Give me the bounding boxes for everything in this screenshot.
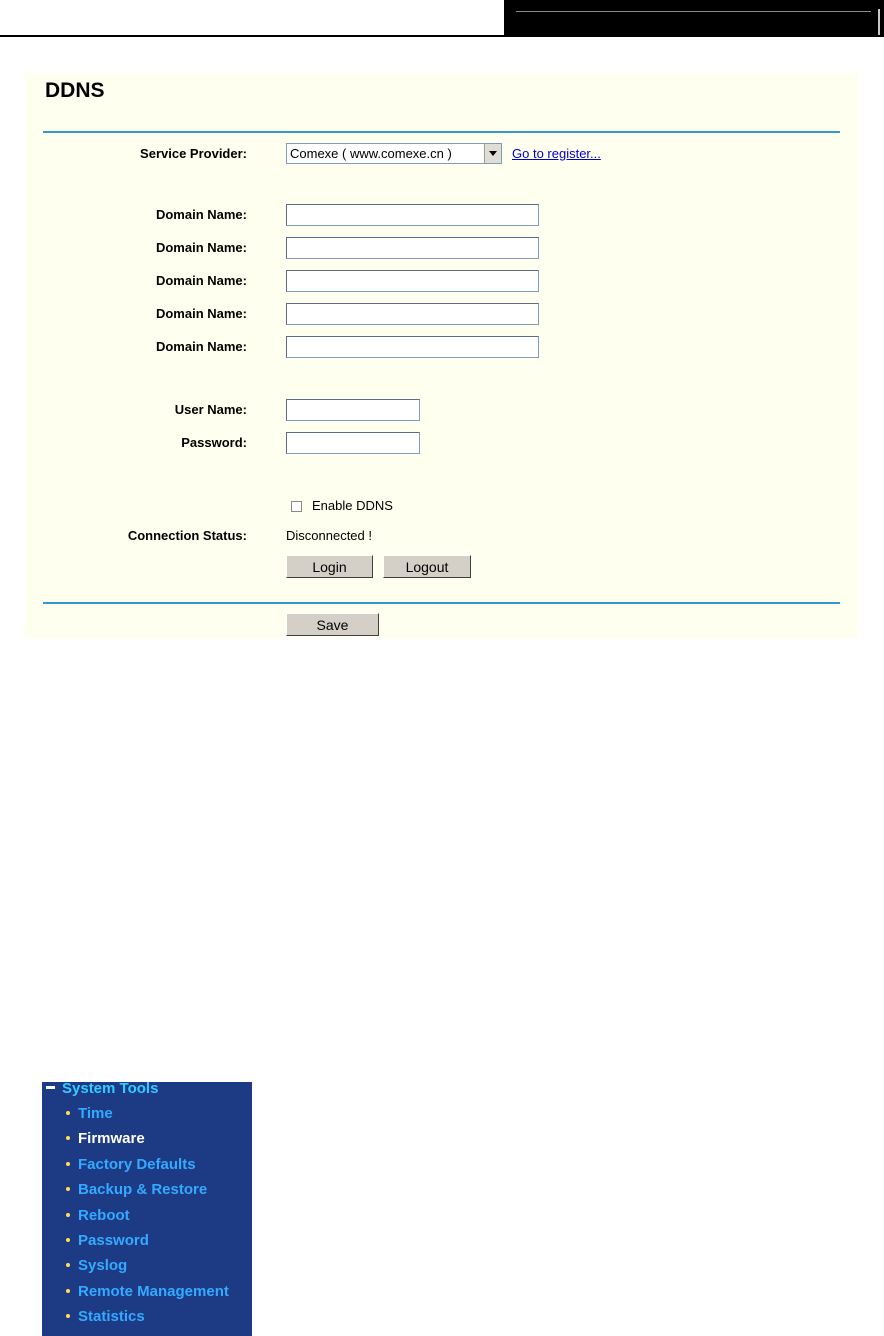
service-provider-select[interactable] bbox=[286, 143, 502, 164]
menu-item-label: Reboot bbox=[78, 1207, 130, 1224]
menu-item-reboot[interactable] bbox=[66, 1207, 130, 1224]
menu-item-password[interactable] bbox=[66, 1232, 149, 1249]
bullet-icon bbox=[66, 1136, 70, 1140]
system-tools-menu bbox=[42, 1082, 252, 1336]
service-provider-value: Comexe ( www.comexe.cn ) bbox=[290, 146, 452, 161]
domain-name-input-3[interactable] bbox=[286, 270, 539, 292]
header-inner-rule bbox=[516, 11, 871, 12]
password-label: Password: bbox=[181, 435, 247, 450]
top-divider bbox=[43, 131, 840, 133]
bullet-icon bbox=[66, 1162, 70, 1166]
menu-item-backup-restore[interactable] bbox=[66, 1181, 207, 1198]
menu-item-label: Password bbox=[78, 1232, 149, 1249]
user-name-input[interactable] bbox=[286, 399, 420, 421]
menu-item-syslog[interactable] bbox=[66, 1257, 127, 1274]
domain-name-label-2: Domain Name: bbox=[155, 240, 247, 255]
chevron-down-icon[interactable] bbox=[484, 144, 501, 163]
menu-item-firmware[interactable] bbox=[66, 1130, 145, 1147]
domain-name-input-2[interactable] bbox=[286, 237, 539, 259]
bullet-icon bbox=[66, 1314, 70, 1318]
logout-button[interactable]: Logout bbox=[383, 555, 471, 578]
domain-name-input-5[interactable] bbox=[286, 336, 539, 358]
enable-ddns-label: Enable DDNS bbox=[312, 498, 393, 513]
user-name-label: User Name: bbox=[174, 402, 247, 417]
header-tick bbox=[878, 9, 880, 35]
page-title: DDNS bbox=[45, 79, 105, 102]
login-button[interactable]: Login bbox=[286, 555, 373, 578]
menu-item-label: Factory Defaults bbox=[78, 1156, 196, 1173]
password-input[interactable] bbox=[286, 432, 420, 454]
enable-ddns-checkbox[interactable] bbox=[291, 501, 302, 512]
bottom-divider bbox=[43, 602, 840, 604]
bullet-icon bbox=[66, 1213, 70, 1217]
menu-header-label: System Tools bbox=[62, 1082, 159, 1097]
service-provider-label: Service Provider: bbox=[140, 146, 247, 161]
bullet-icon bbox=[66, 1289, 70, 1293]
menu-item-time[interactable] bbox=[66, 1105, 113, 1122]
bullet-icon bbox=[66, 1111, 70, 1115]
menu-header-system-tools[interactable] bbox=[46, 1082, 158, 1097]
menu-item-statistics[interactable] bbox=[66, 1308, 145, 1325]
bullet-icon bbox=[66, 1263, 70, 1267]
menu-item-factory-defaults[interactable] bbox=[66, 1156, 196, 1173]
bullet-icon bbox=[66, 1238, 70, 1242]
menu-item-label: Backup & Restore bbox=[78, 1181, 208, 1198]
menu-item-label: Time bbox=[78, 1105, 113, 1122]
menu-item-label: Firmware bbox=[78, 1130, 145, 1147]
domain-name-input-1[interactable] bbox=[286, 204, 539, 226]
menu-item-label: Statistics bbox=[78, 1308, 145, 1325]
domain-name-input-4[interactable] bbox=[286, 303, 539, 325]
connection-status-value: Disconnected ! bbox=[286, 528, 372, 543]
domain-name-label-5: Domain Name: bbox=[155, 339, 247, 354]
minus-icon bbox=[46, 1086, 55, 1089]
go-to-register-link[interactable]: Go to register... bbox=[512, 146, 601, 161]
domain-name-label-1: Domain Name: bbox=[155, 207, 247, 222]
header-black-block bbox=[504, 0, 884, 37]
save-button[interactable]: Save bbox=[286, 613, 379, 636]
ddns-panel bbox=[25, 73, 858, 638]
menu-item-remote-management[interactable] bbox=[66, 1283, 229, 1300]
connection-status-label: Connection Status: bbox=[127, 528, 247, 543]
domain-name-label-4: Domain Name: bbox=[155, 306, 247, 321]
bullet-icon bbox=[66, 1187, 70, 1191]
menu-item-label: Remote Management bbox=[78, 1283, 229, 1300]
menu-item-label: Syslog bbox=[78, 1257, 128, 1274]
domain-name-label-3: Domain Name: bbox=[155, 273, 247, 288]
